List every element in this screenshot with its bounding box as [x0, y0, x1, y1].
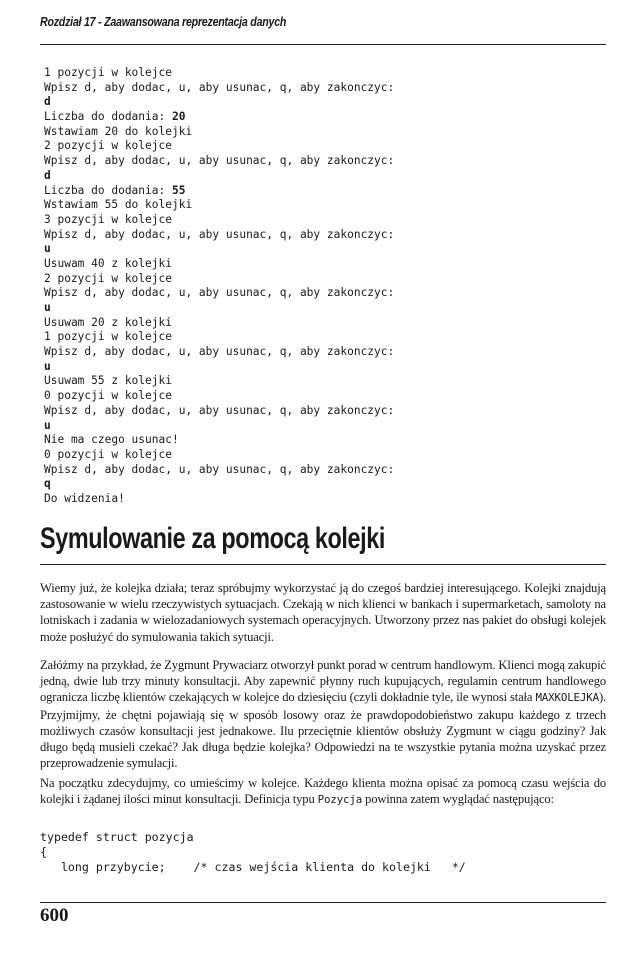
code-line: typedef struct pozycja	[40, 830, 194, 844]
paragraph-example-text-b: ). Przyjmijmy, że chętni pojawiają się w sposób losowy oraz że prawdopodobieństwo zakupu każdego z trzech możliwych czasów konsultacji jest jednakowe. Ilu przeciętnie klientów obsłuży Zygmunt w ciągu godziny? Jak długo będą musieli czekać? Jak długa będzie kolejka? Odpowiedzi na te wszystkie pytania można uzyskać przez przeprowadzenie symulacji.	[40, 690, 606, 771]
console-user-input	[44, 169, 564, 184]
console-line-text: Wpisz d, aby dodac, u, aby usunac, q, aby zakonczyc:	[44, 154, 395, 168]
console-entered-value: 20	[171, 110, 186, 124]
console-line	[44, 139, 564, 154]
console-line-text: 2 pozycji w kolejce	[44, 271, 172, 285]
console-line-text: 1 pozycji w kolejce	[44, 330, 172, 344]
console-line-text: 2 pozycji w kolejce	[44, 139, 172, 153]
console-line	[44, 198, 564, 213]
console-line	[44, 492, 564, 507]
console-line	[44, 316, 564, 331]
console-line	[44, 228, 564, 243]
console-line-text: Wpisz d, aby dodac, u, aby usunac, q, aby zakonczyc:	[44, 345, 395, 359]
console-line	[44, 125, 564, 140]
console-line-text: u	[44, 418, 51, 432]
paragraph-definition-text-a: Na początku zdecydujmy, co umieścimy w kolejce. Każdego klienta można opisać za pomocą czasu wejścia do kolejki i żądanej ilości minut konsultacji. Definicja typu	[40, 776, 606, 807]
console-line	[44, 345, 564, 360]
console-user-input	[44, 477, 564, 492]
console-line-text: u	[44, 359, 51, 373]
console-line-text: Liczba do dodania:	[44, 183, 172, 197]
console-line-text: Wpisz d, aby dodac, u, aby usunac, q, aby zakonczyc:	[44, 403, 395, 417]
console-line	[44, 66, 564, 81]
running-header: Rozdział 17 - Zaawansowana reprezentacja danych	[40, 14, 287, 29]
console-line-text: Wpisz d, aby dodac, u, aby usunac, q, aby zakonczyc:	[44, 227, 395, 241]
paragraph-definition-text-b: powinna zatem wyglądać następująco:	[362, 792, 554, 807]
console-line-text: Wpisz d, aby dodac, u, aby usunac, q, aby zakonczyc:	[44, 80, 395, 94]
page-number: 600	[40, 905, 69, 926]
console-line-text: Wpisz d, aby dodac, u, aby usunac, q, aby zakonczyc:	[44, 286, 395, 300]
console-line	[44, 374, 564, 389]
console-line	[44, 433, 564, 448]
console-line-text: Liczba do dodania:	[44, 110, 172, 124]
console-line-text: q	[44, 477, 51, 491]
console-line-text: 0 pozycji w kolejce	[44, 447, 172, 461]
console-line-text: u	[44, 301, 51, 314]
section-title: Symulowanie za pomocą kolejki	[40, 522, 386, 555]
console-line-text: u	[44, 242, 51, 256]
header-rule	[40, 44, 606, 45]
console-line-text: d	[44, 168, 51, 182]
console-line	[44, 463, 564, 478]
console-line-text: Wpisz d, aby dodac, u, aby usunac, q, aby zakonczyc:	[44, 462, 395, 476]
console-user-input	[44, 95, 564, 110]
console-line-text: Nie ma czego usunac!	[44, 433, 179, 447]
code-listing	[40, 830, 580, 874]
console-user-input	[44, 242, 564, 257]
console-line-text: Usuwam 40 z kolejki	[44, 256, 172, 270]
type-pozycja: Pozycja	[317, 793, 363, 807]
constant-maxkolejka: MAXKOLEJKA	[535, 691, 599, 705]
paragraph-intro: Wiemy już, że kolejka działa; teraz spróbujmy wykorzystać ją do czegoś bardziej interesującego. Kolejki znajdują zastosowanie w wielu rzeczywistych sytuacjach. Czekają w nich klienci w bankach i supermarketach, samoloty na lotniskach i zadania w wielozadaniowych systemach operacyjnych. Utworzony przez nas pakiet do obsługi kolejek może posłużyć do symulowania takich sytuacji.	[40, 581, 606, 644]
code-line: {	[40, 844, 47, 859]
console-line	[44, 257, 564, 272]
console-user-input	[44, 419, 564, 434]
console-line	[44, 272, 564, 287]
console-line-text: Do widzenia!	[44, 491, 125, 505]
console-line-text: 1 pozycji w kolejce	[44, 66, 172, 79]
footer-rule	[40, 902, 606, 903]
console-line-text: d	[44, 95, 51, 109]
console-line	[44, 448, 564, 463]
console-line-text: 0 pozycji w kolejce	[44, 389, 172, 403]
paragraph-example-text-a: Załóżmy na przykład, że Zygmunt Prywaciarz otworzył punkt porad w centrum handlowym. Klienci mogą zakupić jedną, dwie lub trzy minuty konsultacji. Aby zapewnić płynny ruch kupujących, regulamin centrum handlowego ogranicza liczbę klientów czekających w kolejce do dziesięciu (czyli dokładnie tyle, ile wynosi stała	[40, 658, 606, 705]
console-line	[44, 404, 564, 419]
console-line-text: Usuwam 55 z kolejki	[44, 374, 172, 388]
console-entered-value: 55	[171, 183, 186, 197]
console-output	[44, 66, 564, 507]
console-line	[44, 330, 564, 345]
section-title-rule	[40, 564, 606, 565]
paragraph-definition	[40, 775, 606, 808]
console-line	[44, 184, 564, 199]
console-line	[44, 213, 564, 228]
console-line-text: Wstawiam 55 do kolejki	[44, 198, 193, 212]
console-line-text: 3 pozycji w kolejce	[44, 212, 172, 226]
code-line: long przybycie; /* czas wejścia klienta do kolejki */	[40, 859, 466, 874]
console-user-input	[44, 360, 564, 375]
console-line	[44, 81, 564, 96]
console-line	[44, 154, 564, 169]
console-line	[44, 389, 564, 404]
console-line	[44, 286, 564, 301]
paragraph-example	[40, 657, 606, 771]
console-line-text: Usuwam 20 z kolejki	[44, 315, 172, 329]
console-user-input	[44, 301, 564, 316]
console-line-text: Wstawiam 20 do kolejki	[44, 124, 193, 138]
console-line	[44, 110, 564, 125]
